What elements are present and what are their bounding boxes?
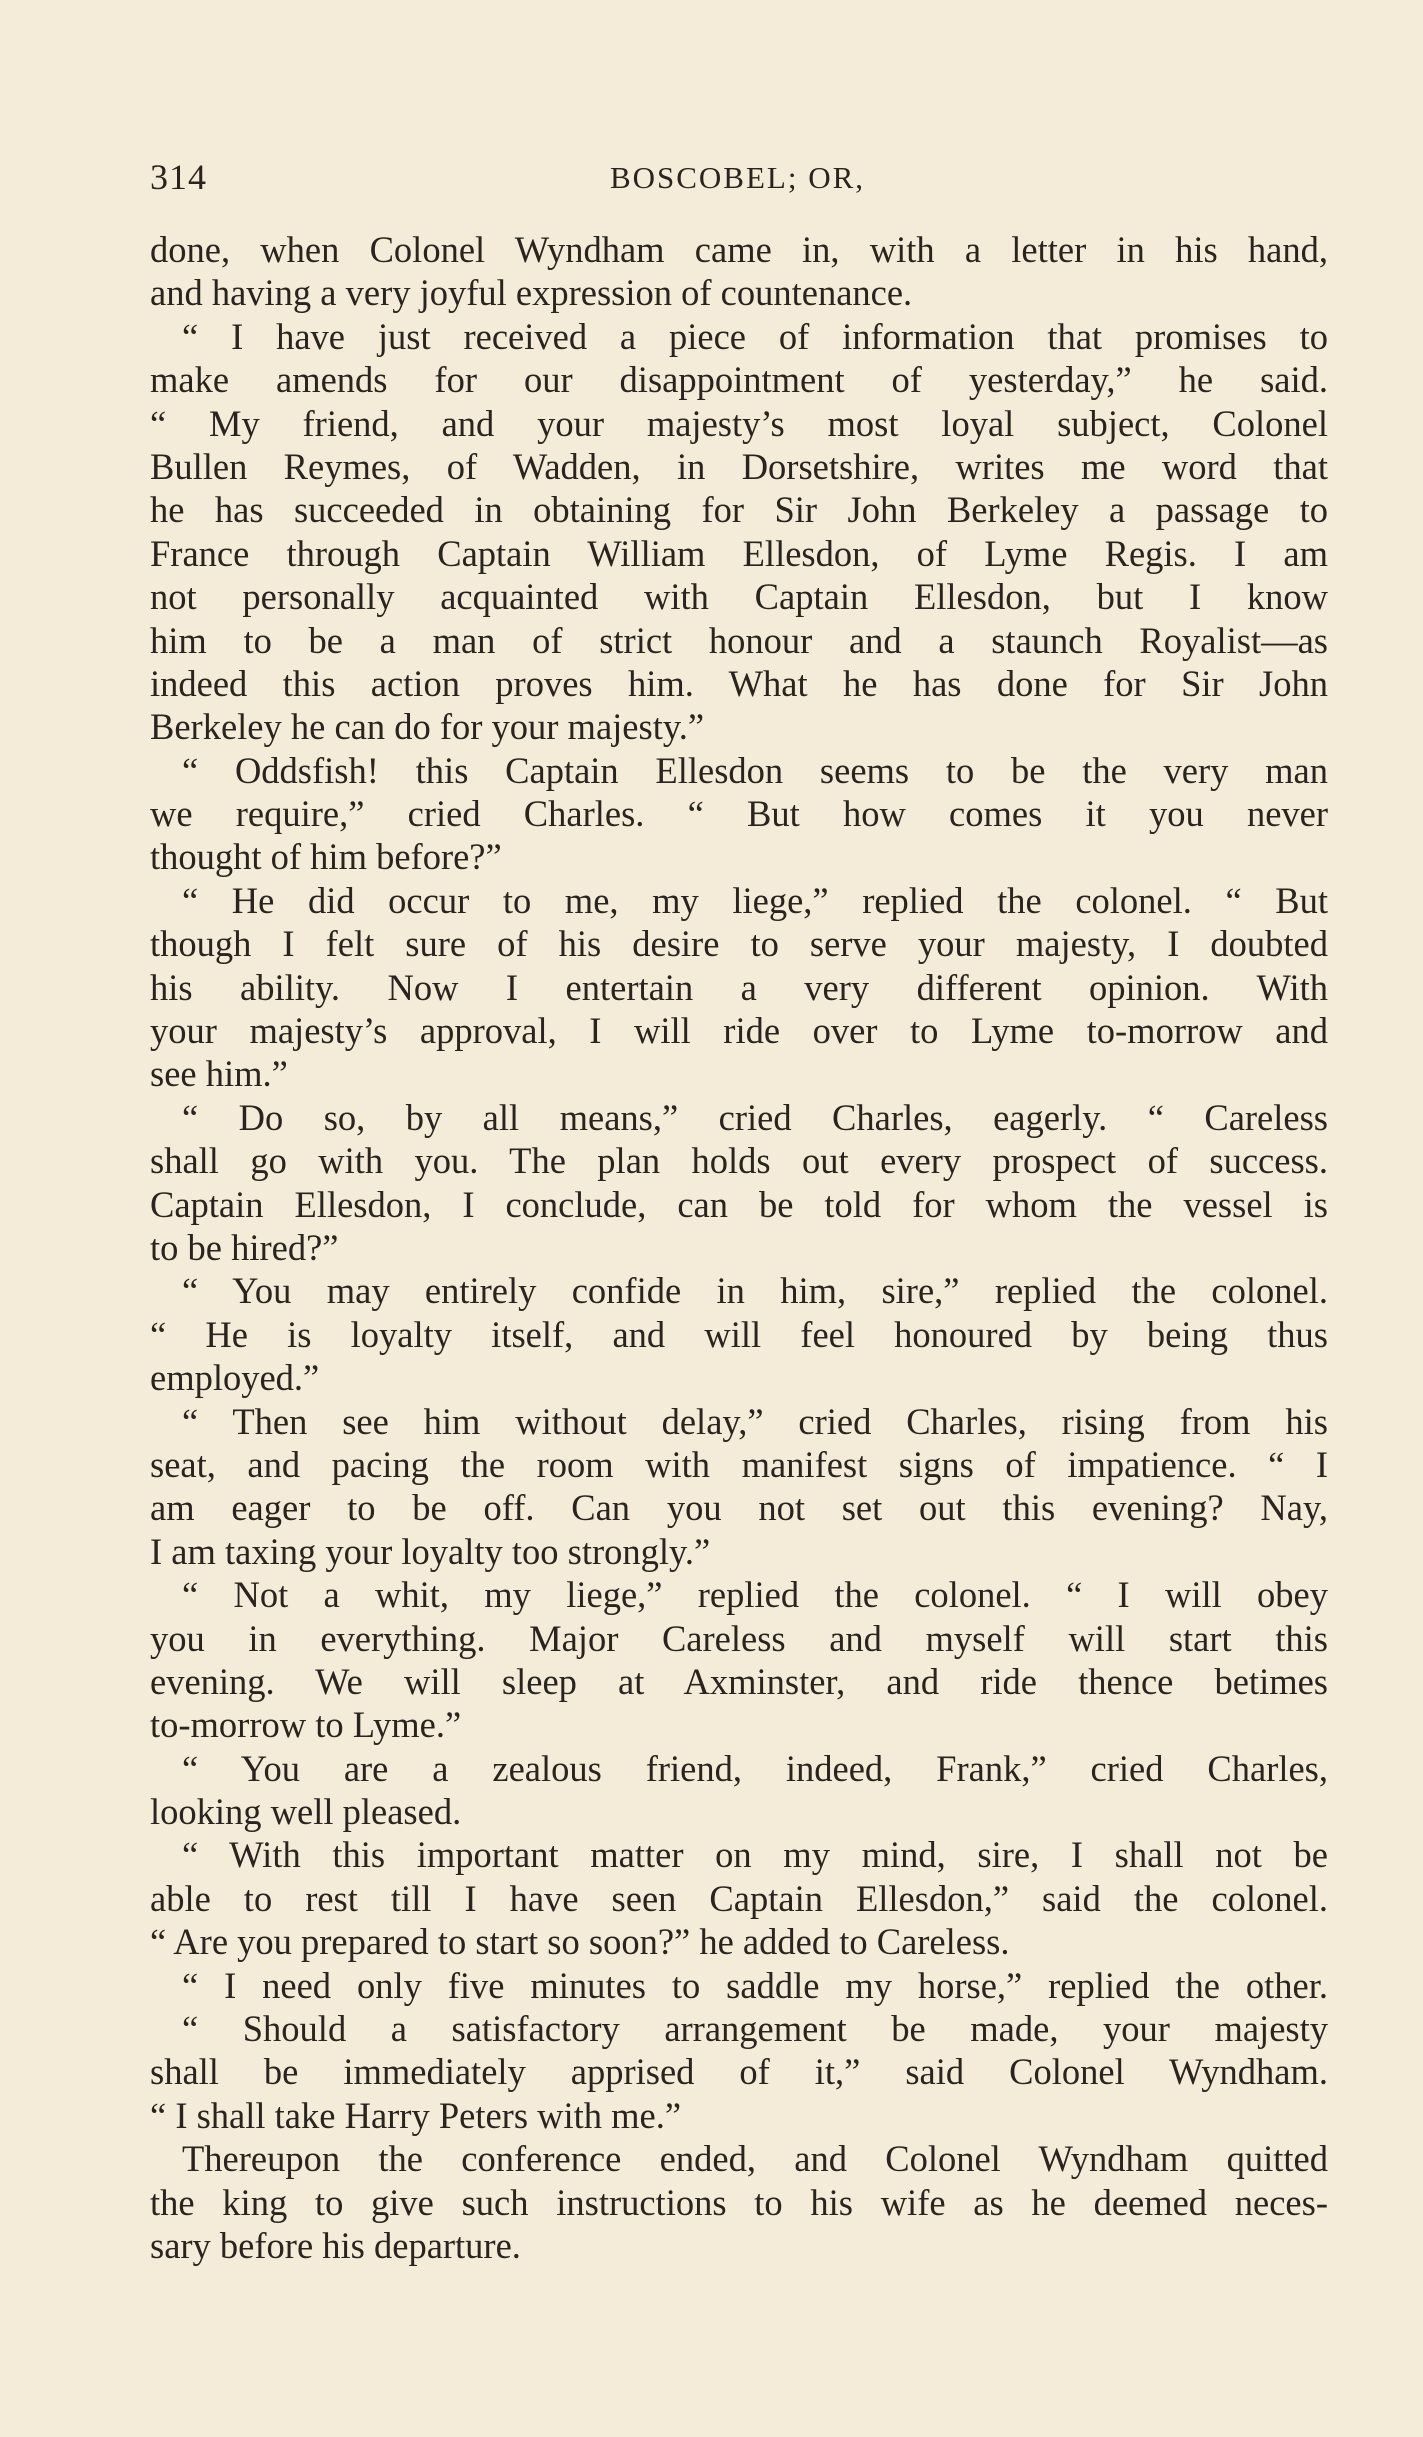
- text-line: am eager to be off. Can you not set out this evening? Nay,: [150, 1487, 1328, 1529]
- text-line: the king to give such instructions to his wife as he deemed neces-: [150, 2181, 1328, 2223]
- text-line: “ Are you prepared to start so soon?” he added to Careless.: [150, 1921, 1010, 1963]
- text-line: see him.”: [150, 1053, 288, 1095]
- text-line: seat, and pacing the room with manifest signs of impatience. “ I: [150, 1443, 1328, 1485]
- text-line: sary before his departure.: [150, 2224, 521, 2266]
- text-line: “ My friend, and your majesty’s most loyal subject, Colonel: [150, 402, 1328, 444]
- text-line: Bullen Reymes, of Wadden, in Dorsetshire, writes me word that: [150, 445, 1328, 487]
- text-line: “ With this important matter on my mind, sire, I shall not be: [182, 1834, 1328, 1876]
- text-line: “ Oddsfish! this Captain Ellesdon seems to be the very man: [182, 749, 1328, 791]
- text-line: “ You are a zealous friend, indeed, Frank,” cried Charles,: [182, 1747, 1328, 1789]
- text-line: we require,” cried Charles. “ But how comes it you never: [150, 793, 1328, 835]
- text-line: able to rest till I have seen Captain Ellesdon,” said the colonel.: [150, 1877, 1328, 1919]
- text-line: you in everything. Major Careless and myself will start this: [150, 1617, 1328, 1659]
- text-line: “ I need only five minutes to saddle my horse,” replied the other.: [182, 1964, 1328, 2006]
- text-line: shall go with you. The plan holds out every prospect of success.: [150, 1140, 1328, 1182]
- text-line: France through Captain William Ellesdon, of Lyme Regis. I am: [150, 532, 1328, 574]
- text-line: I am taxing your loyalty too strongly.”: [150, 1530, 711, 1572]
- text-line: looking well pleased.: [150, 1791, 462, 1833]
- text-line: shall be immediately apprised of it,” said Colonel Wyndham.: [150, 2051, 1328, 2093]
- text-line: thought of him before?”: [150, 836, 502, 878]
- text-line: to-morrow to Lyme.”: [150, 1704, 462, 1746]
- text-line: “ He is loyalty itself, and will feel honoured by being thus: [150, 1313, 1328, 1355]
- text-line: “ I shall take Harry Peters with me.”: [150, 2094, 682, 2136]
- text-line: “ Not a whit, my liege,” replied the colonel. “ I will obey: [182, 1574, 1328, 1616]
- text-line: indeed this action proves him. What he has done for Sir John: [150, 662, 1328, 704]
- text-line: make amends for our disappointment of yesterday,” he said.: [150, 359, 1328, 401]
- text-line: Berkeley he can do for your majesty.”: [150, 706, 705, 748]
- text-line: and having a very joyful expression of countenance.: [150, 272, 913, 314]
- text-line: not personally acquainted with Captain Ellesdon, but I know: [150, 576, 1328, 618]
- text-line: “ Should a satisfactory arrangement be made, your majesty: [182, 2008, 1328, 2050]
- text-line: employed.”: [150, 1357, 320, 1399]
- text-line: him to be a man of strict honour and a staunch Royalist—as: [150, 619, 1328, 661]
- running-title: BOSCOBEL; OR,: [609, 160, 866, 195]
- text-line: your majesty’s approval, I will ride over to Lyme to-morrow and: [150, 1010, 1328, 1052]
- page-number: 314: [150, 157, 207, 197]
- text-line: evening. We will sleep at Axminster, and ride thence betimes: [150, 1660, 1328, 1702]
- text-line: Thereupon the conference ended, and Colonel Wyndham quitted: [182, 2138, 1328, 2180]
- text-line: Captain Ellesdon, I conclude, can be told for whom the vessel is: [150, 1183, 1328, 1225]
- text-line: to be hired?”: [150, 1226, 339, 1268]
- running-head: [150, 156, 1325, 202]
- text-line: done, when Colonel Wyndham came in, with a letter in his hand,: [150, 229, 1328, 270]
- text-line: “ I have just received a piece of information that promises to: [182, 315, 1328, 357]
- text-line: “ You may entirely confide in him, sire,” replied the colonel.: [182, 1270, 1328, 1312]
- text-line: “ Then see him without delay,” cried Charles, rising from his: [182, 1400, 1328, 1442]
- text-line: “ He did occur to me, my liege,” replied the colonel. “ But: [182, 879, 1328, 921]
- body-text: [150, 228, 1328, 2267]
- text-line: his ability. Now I entertain a very different opinion. With: [150, 966, 1328, 1008]
- text-line: “ Do so, by all means,” cried Charles, eagerly. “ Careless: [182, 1096, 1328, 1138]
- text-line: though I felt sure of his desire to serve your majesty, I doubted: [150, 923, 1328, 965]
- text-line: he has succeeded in obtaining for Sir John Berkeley a passage to: [150, 489, 1328, 531]
